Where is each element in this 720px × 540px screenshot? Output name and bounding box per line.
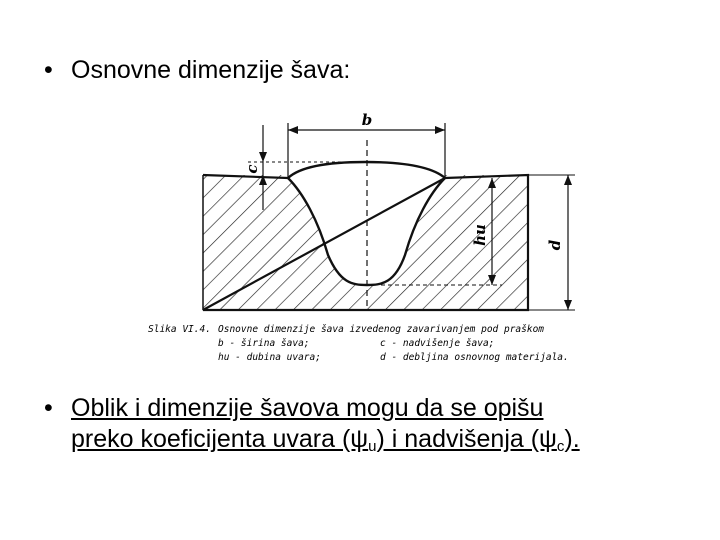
figure-caption xyxy=(148,324,569,363)
bullet-text-1: Osnovne dimenzije šava: xyxy=(71,56,351,84)
bullet-dot: • xyxy=(44,394,53,422)
label-hu: hu xyxy=(471,224,489,246)
bullet-2-line-1: Oblik i dimenzije šavova mogu da se opišu xyxy=(71,394,544,422)
caption-d: d - debljina osnovnog materijala. xyxy=(380,352,569,363)
caption-line-1: Osnovne dimenzije šava izvedenog zavarivanjem pod praškom xyxy=(218,324,545,335)
caption-c: c - nadvišenje šava; xyxy=(380,338,495,349)
label-c: c xyxy=(243,164,261,174)
dimension-d xyxy=(528,175,575,310)
line-2-pre: preko koeficijenta uvara (ψ xyxy=(71,425,369,453)
subscript-c: c xyxy=(556,438,565,455)
label-d: d xyxy=(546,239,564,251)
label-b: b xyxy=(361,111,373,129)
bullet-2-line-2 xyxy=(71,425,580,453)
bullet-text-2 xyxy=(71,393,580,455)
line-2-post: ). xyxy=(564,425,580,453)
caption-hu: hu - dubina uvara; xyxy=(218,352,321,363)
caption-title: Slika VI.4. xyxy=(148,324,211,335)
subscript-u: u xyxy=(368,438,377,455)
line-2-mid: ) i nadvišenja (ψ xyxy=(376,425,557,453)
weld-dimensions-figure xyxy=(130,105,610,380)
weld-cross-section-diagram xyxy=(130,105,610,380)
bullet-dot: • xyxy=(44,56,53,84)
caption-b: b - širina šava; xyxy=(218,338,310,349)
